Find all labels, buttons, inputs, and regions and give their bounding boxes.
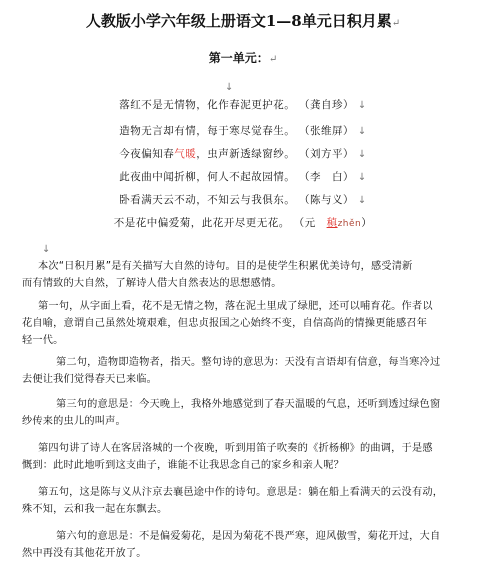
paragraph-line: 第三句的意思是：今天晚上，我格外地感觉到了春天温暖的气息，还听到透过绿色窗 xyxy=(56,399,441,410)
line-break-icon: ↓ xyxy=(42,244,51,255)
line-break-icon: ↓ xyxy=(357,100,367,111)
poem-line-5 xyxy=(0,192,486,207)
paragraph-line: 第四句讲了诗人在客居洛城的一个夜晚，听到用笛子吹奏的《折杨柳》的曲调，于是感 xyxy=(38,443,433,454)
poem-line-3 xyxy=(0,146,486,161)
paragraph-line: 然中再没有其他花开放了。 xyxy=(22,548,147,559)
paragraph-line: 本次“日积月累”是有关描写大自然的诗句。目的是使学生积累优美诗句，感受清新 xyxy=(38,261,413,272)
poem-author: （刘方平） xyxy=(299,148,355,160)
paragraph-line: 纱传来的虫儿的叫声。 xyxy=(22,416,126,427)
poem-text: 不是花中偏爱菊，此花开尽更无花。 xyxy=(113,217,290,229)
poem-author: （陈与义） xyxy=(299,194,355,206)
poem-author: （龚自珍） xyxy=(299,99,355,111)
poem-text: 造物无言却有情，每于寒尽觉春生。 xyxy=(119,125,296,137)
paragraph-line: 第二句，造物即造物者，指天。整句诗的意思为：天没有言语却有信意，每当寒冷过 xyxy=(56,357,441,368)
document-title-text: 人教版小学六年级上册语文1—8单元日积月累 xyxy=(85,12,392,30)
paragraph-line-4-explain xyxy=(22,440,470,474)
poem-line-1 xyxy=(0,97,486,112)
paragraph-line-2-explain xyxy=(22,354,470,388)
paragraph-line: 第一句，从字面上看，花不是无情之物，落在泥土里成了绿肥，还可以哺育花。作者以 xyxy=(38,301,433,312)
poem-author: ） xyxy=(361,217,373,229)
poem-text-highlight: 气暖 xyxy=(174,148,197,160)
poem-author-name: 稹 xyxy=(326,217,338,229)
paragraph-line: 而有情致的大自然，了解诗人借大自然表达的思想感情。 xyxy=(22,278,282,289)
paragraph-intro xyxy=(22,258,470,292)
section-title-text: 第一单元： xyxy=(208,51,269,65)
poem-text: 卧看满天云不动，不知云与我俱东。 xyxy=(119,194,296,206)
document-title xyxy=(0,10,486,31)
line-break-icon: ↓ xyxy=(357,172,367,183)
paragraph-line: 花自喻，意谓自己虽然处境艰难，但忠贞报国之心始终不变，自信高尚的情操更能感召年 xyxy=(22,318,428,329)
poem-author: （李 白） xyxy=(299,171,355,183)
poem-text: 今夜偏知春 xyxy=(119,148,175,160)
poem-line-6 xyxy=(0,215,486,230)
poem-text: ，虫声新透绿窗纱。 xyxy=(196,148,296,160)
paragraph-line-6-explain xyxy=(22,528,470,562)
paragraph-line-5-explain xyxy=(22,484,470,518)
poem-line-2 xyxy=(0,123,486,138)
poem-text: 落红不是无情物，化作春泥更护花。 xyxy=(119,99,296,111)
paragraph-line: 去便让我们觉得春天已来临。 xyxy=(22,374,158,385)
poem-line-4 xyxy=(0,169,486,184)
paragraph-line: 第六句的意思是：不是偏爱菊花，是因为菊花不畏严寒，迎风傲雪，菊花开过，大自 xyxy=(56,531,441,542)
poem-text: 此夜曲中闻折柳，何人不起故园情。 xyxy=(119,171,296,183)
paragraph-line-1-explain xyxy=(22,298,470,349)
paragraph-mark-icon: ↵ xyxy=(268,54,278,65)
line-break-icon: ↓ xyxy=(357,195,367,206)
paragraph-line: 慨到：此时此地听到这支曲子，谁能不让我思念自己的家乡和亲人呢？ xyxy=(22,460,345,471)
paragraph-line: 殊不知，云和我一起在东飘去。 xyxy=(22,504,168,515)
line-break-icon: ↓ xyxy=(357,126,367,137)
line-break-icon: ↓ xyxy=(225,82,234,93)
line-break-icon: ↓ xyxy=(357,149,367,160)
paragraph-line: 轻一代。 xyxy=(22,335,64,346)
paragraph-line: 第五句，这是陈与义从汴京去襄邑途中作的诗句。意思是：躺在船上看满天的云没有动， xyxy=(38,487,444,498)
poem-author: （元 xyxy=(293,217,327,229)
paragraph-mark-icon: ↵ xyxy=(391,18,401,29)
pinyin-annotation: zhěn xyxy=(337,219,362,229)
poem-author: （张维屏） xyxy=(299,125,355,137)
section-title xyxy=(0,49,486,66)
paragraph-line-3-explain xyxy=(22,396,470,430)
